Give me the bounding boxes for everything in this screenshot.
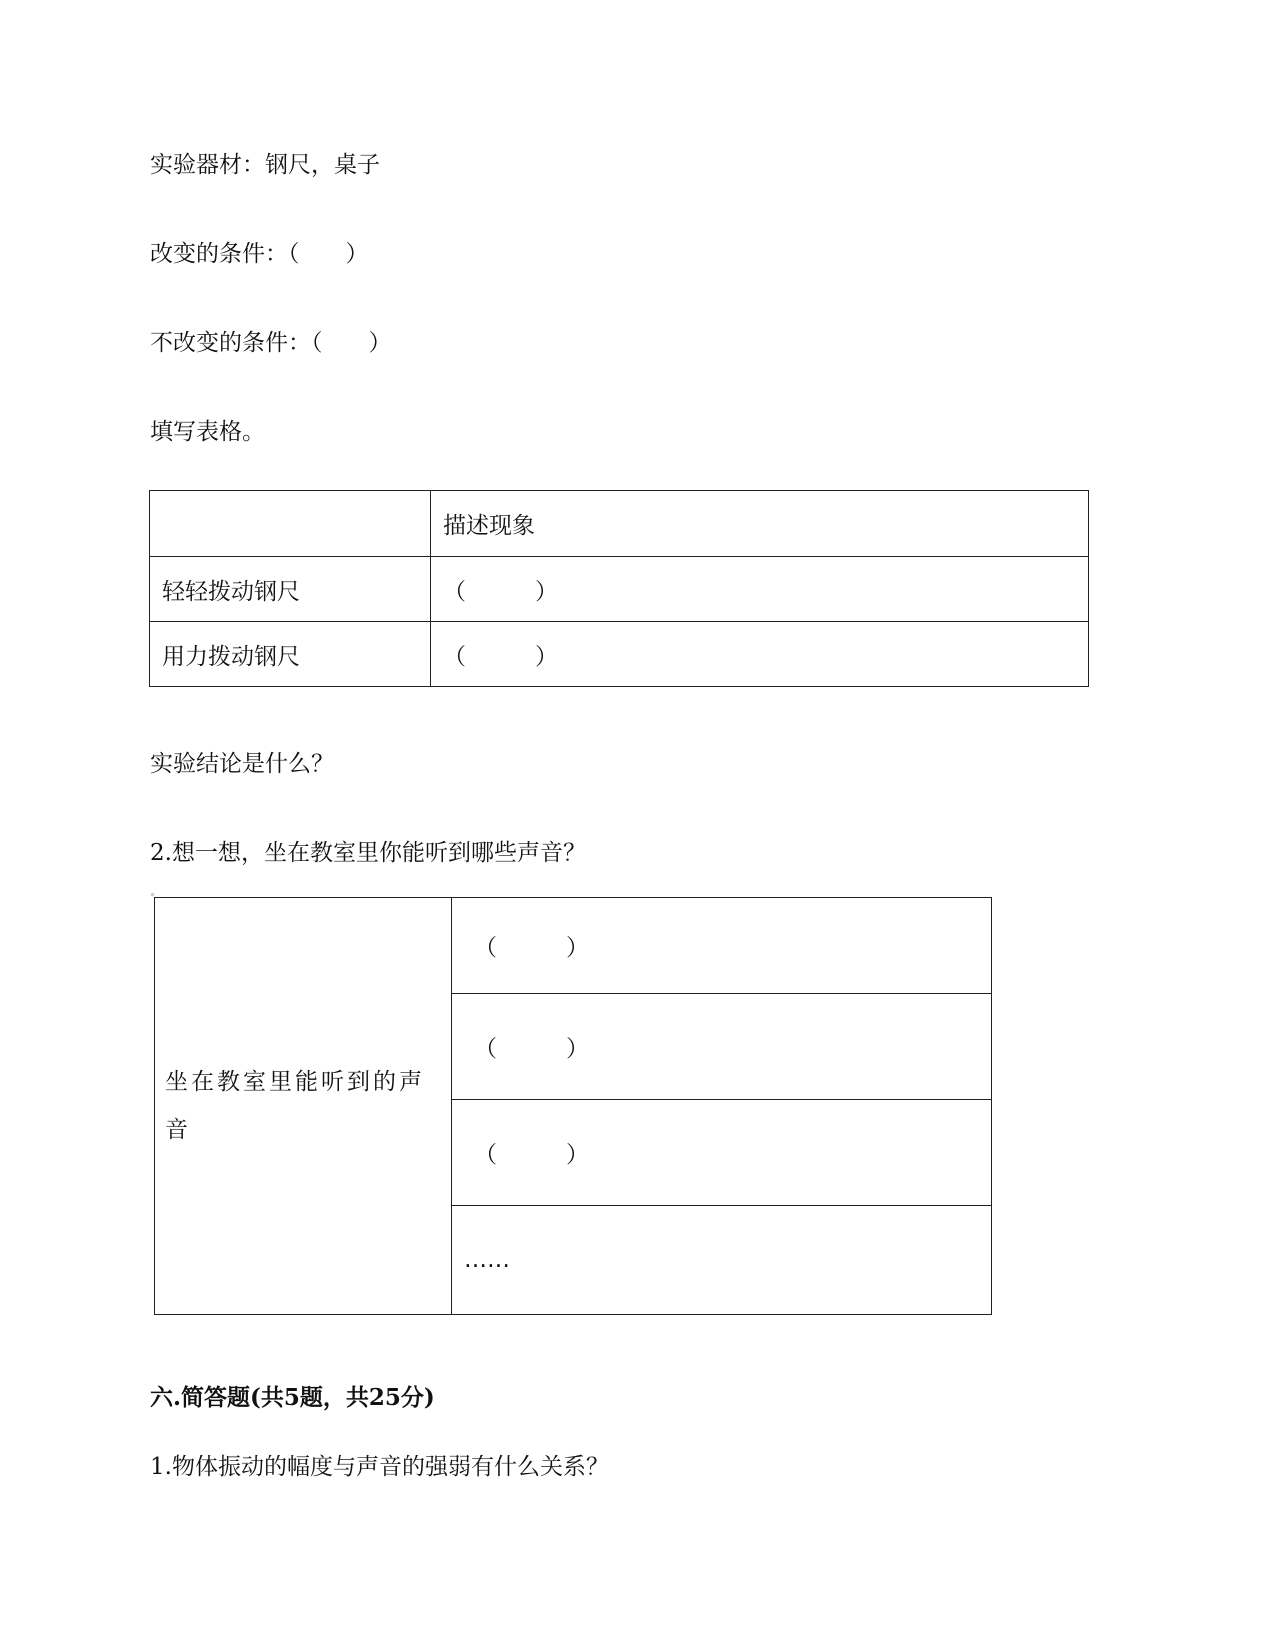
table1-header: 描述现象 [431,491,1089,557]
changed-condition-line: 改变的条件：（ ） [150,241,369,267]
question-2: 2.想一想，坐在教室里你能听到哪些声音？ [150,840,586,866]
materials-line: 实验器材：钢尺，桌子 [150,152,380,178]
anchor-mark [151,893,154,896]
table2-ellipsis-cell: …… [452,1206,992,1315]
table1-row-answer: （ ） [431,557,1089,622]
question-6-1: 1.物体振动的幅度与声音的强弱有什么关系？ [150,1454,609,1480]
conclusion-question: 实验结论是什么？ [150,751,334,777]
table2-answer-cell: （ ） [452,898,992,994]
table1-empty-header [150,491,431,557]
phenomenon-table [149,490,1089,687]
classroom-sounds-table [154,897,992,1315]
section-6-heading: 六.简答题(共5题，共25分) [150,1384,435,1411]
table2-answer-cell: （ ） [452,994,992,1100]
unchanged-condition-line: 不改变的条件：（ ） [150,330,392,356]
table1-row-answer: （ ） [431,622,1089,687]
table1-row-label: 轻轻拨动钢尺 [150,557,431,622]
table1-row-label: 用力拨动钢尺 [150,622,431,687]
table2-left-text: 坐在教室里能听到的声音 [165,1069,425,1143]
fill-table-instruction: 填写表格。 [150,419,265,445]
table2-answer-cell: （ ） [452,1100,992,1206]
table2-left-label [155,898,452,1315]
